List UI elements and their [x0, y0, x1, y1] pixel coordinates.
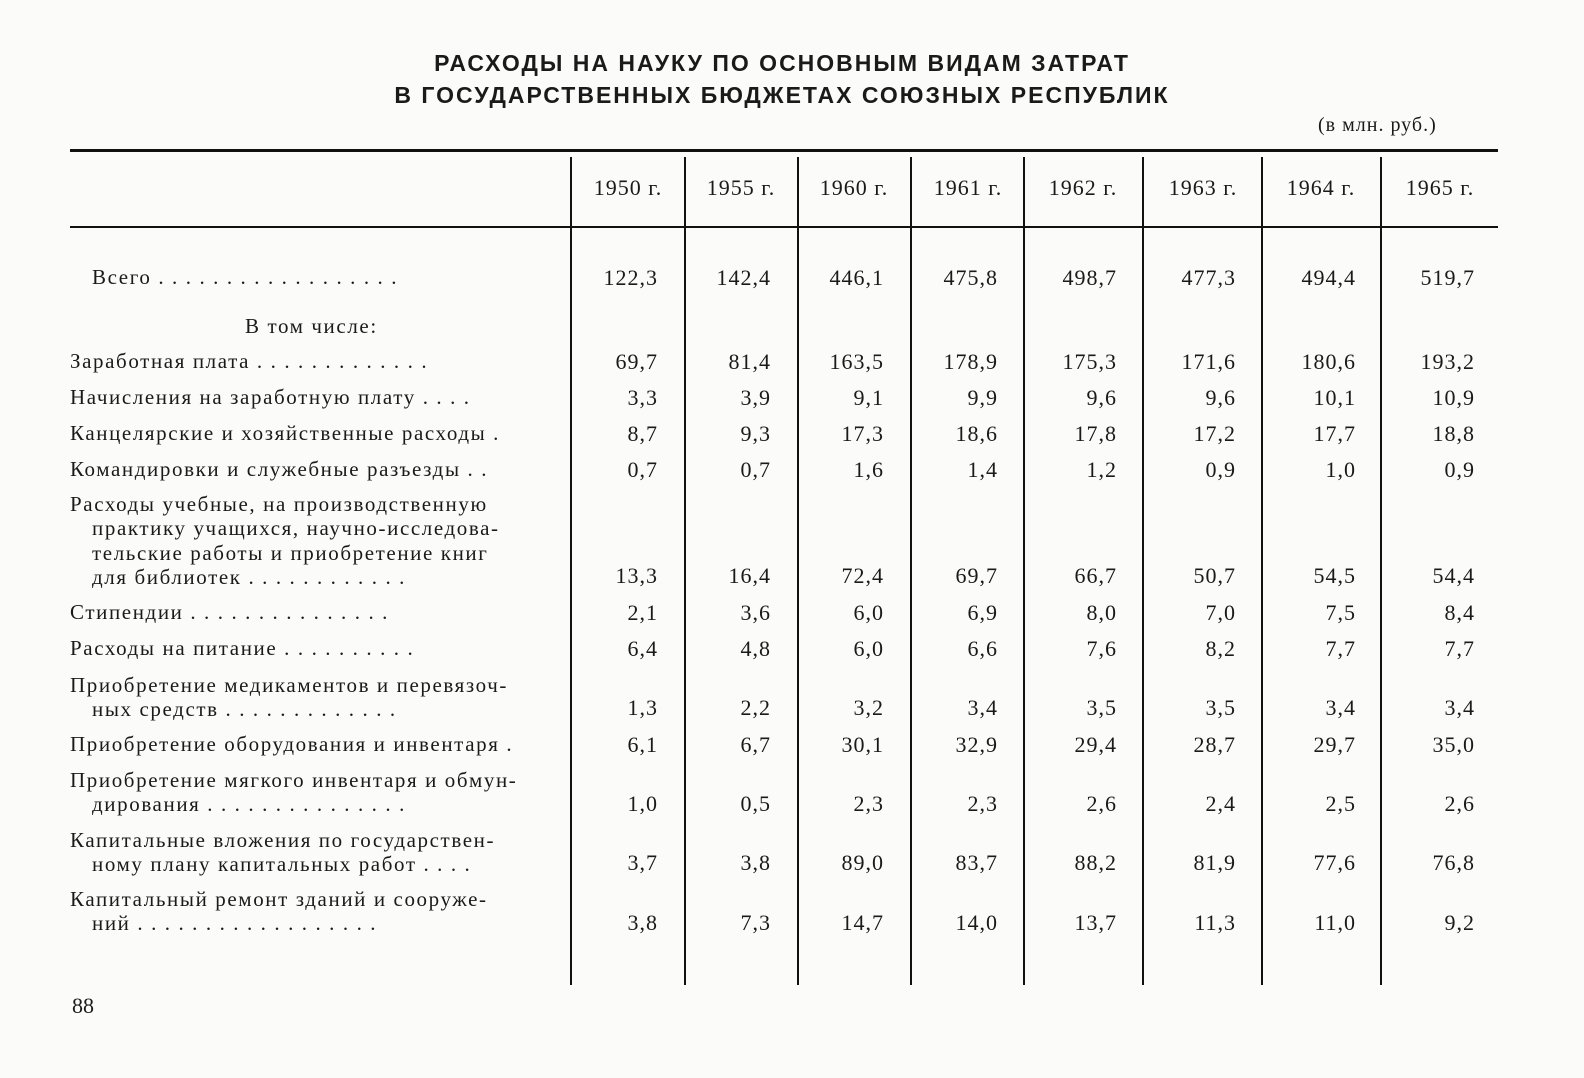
table-cell: 17,8	[1074, 421, 1117, 446]
row-label-line: Канцелярские и хозяйственные расходы .	[70, 421, 501, 445]
row-label-line: Расходы на питание . . . . . . . . . .	[70, 636, 415, 660]
table-cell: 76,8	[1432, 850, 1475, 875]
table-cell: 0,9	[1444, 457, 1475, 482]
table-cell: 11,3	[1194, 910, 1236, 935]
table-cell: 0,9	[1205, 457, 1236, 482]
table-cell: 89,0	[841, 850, 884, 875]
table-header-rule	[70, 226, 1498, 228]
table-cell: 6,0	[853, 636, 884, 661]
table-cell: 30,1	[841, 732, 884, 757]
table-cell: 69,7	[615, 349, 658, 374]
table-cell: 14,7	[841, 910, 884, 935]
table-cell: 7,7	[1444, 636, 1475, 661]
table-cell: 3,8	[740, 850, 771, 875]
table-cell: 4,8	[740, 636, 771, 661]
row-label-line: Капитальный ремонт зданий и сооруже-	[70, 887, 488, 911]
column-header: 1961 г.	[933, 175, 1003, 200]
table-cell: 171,6	[1181, 349, 1236, 374]
column-divider	[1023, 157, 1025, 985]
table-cell: 7,0	[1205, 600, 1236, 625]
row-label	[70, 732, 560, 756]
row-label	[70, 492, 560, 589]
table-cell: 81,9	[1193, 850, 1236, 875]
table-cell: 18,6	[955, 421, 998, 446]
row-label	[70, 457, 560, 481]
table-cell: 66,7	[1074, 563, 1117, 588]
row-label	[70, 768, 560, 816]
table-cell: 17,3	[841, 421, 884, 446]
table-cell: 6,7	[740, 732, 771, 757]
table-cell: 3,3	[627, 385, 658, 410]
table-cell: 2,1	[627, 600, 658, 625]
column-divider	[1380, 157, 1382, 985]
table-cell: 3,9	[740, 385, 771, 410]
table-cell: 28,7	[1193, 732, 1236, 757]
column-header: 1950 г.	[593, 175, 663, 200]
row-label-line: Капитальные вложения по государствен-	[70, 828, 496, 852]
table-cell: 7,3	[740, 910, 771, 935]
row-label-line: Расходы учебные, на производственную	[70, 492, 488, 516]
table-cell: 32,9	[955, 732, 998, 757]
table-cell: 3,6	[740, 600, 771, 625]
table-cell: 3,5	[1086, 695, 1117, 720]
table-cell: 0,7	[740, 457, 771, 482]
table-cell: 1,4	[967, 457, 998, 482]
table-cell: 3,4	[1444, 695, 1475, 720]
table-cell: 7,5	[1325, 600, 1356, 625]
column-header: 1964 г.	[1286, 175, 1356, 200]
row-label-line: дирования . . . . . . . . . . . . . . .	[92, 792, 406, 816]
table-cell: 35,0	[1432, 732, 1475, 757]
table-cell: 3,5	[1205, 695, 1236, 720]
table-cell: 1,0	[1325, 457, 1356, 482]
row-label-line: ному плану капитальных работ . . . .	[92, 852, 472, 876]
table-cell: 16,4	[728, 563, 771, 588]
table-cell: 494,4	[1301, 265, 1356, 290]
row-label-line: Всего . . . . . . . . . . . . . . . . . .	[92, 265, 399, 289]
table-cell: 7,6	[1086, 636, 1117, 661]
row-label-line: для библиотек . . . . . . . . . . . .	[92, 564, 406, 589]
table-cell: 9,9	[967, 385, 998, 410]
table-cell: 29,7	[1313, 732, 1356, 757]
table-cell: 2,6	[1444, 791, 1475, 816]
table-cell: 3,4	[1325, 695, 1356, 720]
table-cell: 3,7	[627, 850, 658, 875]
table-cell: 17,7	[1313, 421, 1356, 446]
row-label	[70, 673, 560, 721]
row-label	[92, 265, 582, 289]
table-cell: 29,4	[1074, 732, 1117, 757]
table-cell: 6,0	[853, 600, 884, 625]
row-label-line: В том числе:	[245, 314, 378, 338]
table-cell: 8,4	[1444, 600, 1475, 625]
table-cell: 6,9	[967, 600, 998, 625]
table-cell: 3,8	[627, 910, 658, 935]
table-cell: 175,3	[1062, 349, 1117, 374]
table-cell: 88,2	[1074, 850, 1117, 875]
table-cell: 0,5	[740, 791, 771, 816]
table-cell: 446,1	[829, 265, 884, 290]
table-cell: 163,5	[829, 349, 884, 374]
row-label-line: ных средств . . . . . . . . . . . . .	[92, 697, 397, 721]
row-label	[70, 600, 560, 624]
table-cell: 9,6	[1086, 385, 1117, 410]
row-label-line: Приобретение оборудования и инвентаря .	[70, 732, 514, 756]
table-cell: 83,7	[955, 850, 998, 875]
table-cell: 13,7	[1074, 910, 1117, 935]
column-header: 1960 г.	[819, 175, 889, 200]
table-cell: 519,7	[1420, 265, 1475, 290]
row-label-line: тельские работы и приобретение книг	[92, 540, 489, 565]
table-cell: 2,5	[1325, 791, 1356, 816]
table-cell: 2,3	[967, 791, 998, 816]
column-header: 1963 г.	[1168, 175, 1238, 200]
table-cell: 2,2	[740, 695, 771, 720]
column-header: 1962 г.	[1048, 175, 1118, 200]
row-label-line: Командировки и служебные разъезды . .	[70, 457, 489, 481]
table-cell: 50,7	[1193, 563, 1236, 588]
table-cell: 1,3	[627, 695, 658, 720]
column-header: 1965 г.	[1405, 175, 1475, 200]
table-cell: 9,3	[740, 421, 771, 446]
table-cell: 10,1	[1313, 385, 1356, 410]
row-label	[70, 828, 560, 876]
page-number: 88	[72, 993, 94, 1018]
row-label-line: Заработная плата . . . . . . . . . . . . .	[70, 349, 429, 373]
table-cell: 54,4	[1432, 563, 1475, 588]
table-cell: 122,3	[603, 265, 658, 290]
table-title-line-2: В ГОСУДАРСТВЕННЫХ БЮДЖЕТАХ СОЮЗНЫХ РЕСПУБЛИК	[394, 82, 1170, 108]
row-label	[245, 314, 735, 338]
table-cell: 77,6	[1313, 850, 1356, 875]
row-label	[70, 385, 560, 409]
table-cell: 13,3	[615, 563, 658, 588]
table-cell: 2,3	[853, 791, 884, 816]
row-label	[70, 887, 560, 935]
table-cell: 6,1	[627, 732, 658, 757]
table-cell: 180,6	[1301, 349, 1356, 374]
table-cell: 72,4	[841, 563, 884, 588]
table-cell: 11,0	[1314, 910, 1356, 935]
table-cell: 14,0	[955, 910, 998, 935]
table-cell: 475,8	[943, 265, 998, 290]
row-label-line: Приобретение медикаментов и перевязоч-	[70, 673, 508, 697]
table-cell: 10,9	[1432, 385, 1475, 410]
table-cell: 17,2	[1193, 421, 1236, 446]
row-label	[70, 421, 560, 445]
table-cell: 18,8	[1432, 421, 1475, 446]
table-cell: 3,4	[967, 695, 998, 720]
row-label-line: Приобретение мягкого инвентаря и обмун-	[70, 768, 518, 792]
table-cell: 193,2	[1420, 349, 1475, 374]
table-cell: 8,0	[1086, 600, 1117, 625]
table-cell: 1,0	[627, 791, 658, 816]
table-cell: 498,7	[1062, 265, 1117, 290]
table-cell: 8,2	[1205, 636, 1236, 661]
table-top-rule	[70, 149, 1498, 152]
table-cell: 6,6	[967, 636, 998, 661]
row-label-line: Начисления на заработную плату . . . .	[70, 385, 471, 409]
table-cell: 69,7	[955, 563, 998, 588]
table-cell: 142,4	[716, 265, 771, 290]
row-label-line: практику учащихся, научно-исследова-	[92, 516, 500, 541]
row-label-line: ний . . . . . . . . . . . . . . . . . .	[92, 911, 378, 935]
unit-note: (в млн. руб.)	[1318, 114, 1437, 136]
table-cell: 2,4	[1205, 791, 1236, 816]
table-cell: 81,4	[728, 349, 771, 374]
table-cell: 3,2	[853, 695, 884, 720]
table-cell: 8,7	[627, 421, 658, 446]
table-cell: 9,6	[1205, 385, 1236, 410]
table-cell: 477,3	[1181, 265, 1236, 290]
row-label	[70, 636, 560, 660]
table-cell: 0,7	[627, 457, 658, 482]
row-label-line: Стипендии . . . . . . . . . . . . . . .	[70, 600, 390, 624]
table-cell: 9,1	[853, 385, 884, 410]
table-cell: 54,5	[1313, 563, 1356, 588]
table-cell: 1,2	[1086, 457, 1117, 482]
table-cell: 9,2	[1444, 910, 1475, 935]
column-divider	[1142, 157, 1144, 985]
table-cell: 178,9	[943, 349, 998, 374]
row-label	[70, 349, 560, 373]
table-cell: 1,6	[853, 457, 884, 482]
table-cell: 2,6	[1086, 791, 1117, 816]
table-cell: 6,4	[627, 636, 658, 661]
column-divider	[1261, 157, 1263, 985]
table-title-line-1: РАСХОДЫ НА НАУКУ ПО ОСНОВНЫМ ВИДАМ ЗАТРАТ	[434, 50, 1130, 76]
table-cell: 7,7	[1325, 636, 1356, 661]
column-header: 1955 г.	[706, 175, 776, 200]
